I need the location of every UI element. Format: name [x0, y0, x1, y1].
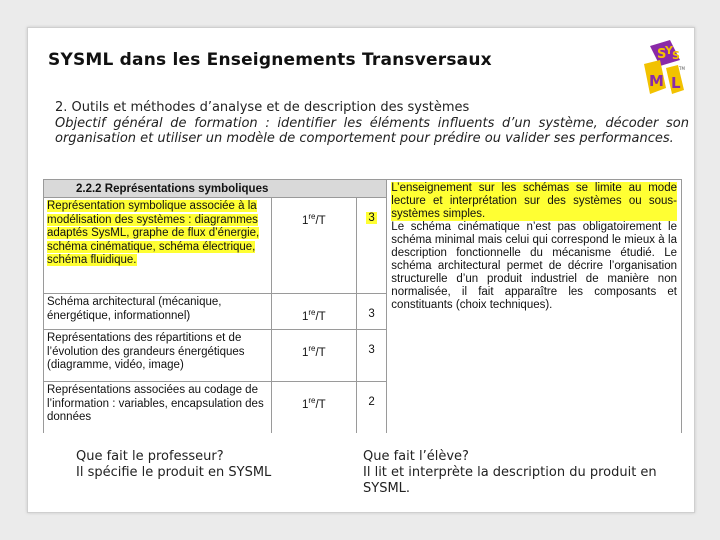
logo-letter-m: M	[649, 72, 664, 90]
level-superscript: re	[308, 396, 316, 405]
row-level: 1re/T	[271, 382, 356, 434]
row-level: 1re/T	[271, 330, 356, 382]
objective-text: Objectif général de formation : identifier les éléments influents d’un système, décoder son organisation et utiliser un modèle de comportement pour prédire ou valider ses performances.	[55, 115, 689, 146]
program-table	[43, 179, 682, 433]
comment-highlighted: L’enseignement sur les schémas se limite au mode lecture et interprétation sur des systèmes ou sous-systèmes simples.	[391, 182, 677, 220]
student-block	[363, 449, 683, 497]
row-score: 3	[356, 294, 386, 330]
row-label: Représentations des répartitions et de l’évolution des grandeurs énergétiques (diagramme, vidéo, image)	[44, 330, 272, 382]
intro-text	[55, 100, 689, 147]
teacher-question: Que fait le professeur?	[76, 449, 224, 464]
logo-letter-s1: S	[657, 47, 667, 62]
table-header: 2.2.2 Représentations symboliques	[44, 180, 387, 198]
level-superscript: re	[308, 344, 316, 353]
level-superscript: re	[308, 212, 316, 221]
row-score-text: 3	[368, 212, 375, 224]
student-answer: Il lit et interprète la description du produit en SYSML.	[363, 465, 657, 496]
slide	[27, 27, 695, 513]
comment-cell	[387, 180, 682, 434]
comment-text: Le schéma cinématique n’est pas obligatoirement le schéma minimal mais celui qui correspond le mieux à la description fonctionnelle du mécanisme étudié. Le schéma architectural permet de décrire l’organisation structurelle d’un produit industriel de manière non normalisée, il fait apparaître les composants et constituants (choix techniques).	[391, 221, 677, 311]
logo-letter-s2: S	[672, 49, 680, 62]
sysml-logo	[640, 38, 688, 98]
row-label: Schéma architectural (mécanique, énergétique, informationnel)	[44, 294, 272, 330]
slide-title: SYSML dans les Enseignements Transversaux	[48, 50, 492, 70]
row-label	[44, 198, 272, 294]
row-label: Représentations associées au codage de l’information : variables, encapsulation des données	[44, 382, 272, 434]
logo-letter-l: L	[671, 74, 681, 92]
row-label-text: Représentation symbolique associée à la modélisation des systèmes : diagrammes adaptés SysML, graphe de flux d’énergie, schéma cinématique, schéma électrique, schéma fluidique.	[47, 200, 260, 266]
teacher-answer: Il spécifie le produit en SYSML	[76, 465, 272, 480]
logo-tm: TM	[679, 66, 685, 71]
level-superscript: re	[308, 308, 316, 317]
row-score: 2	[356, 382, 386, 434]
section-heading: 2. Outils et méthodes d’analyse et de description des systèmes	[55, 100, 470, 115]
row-score	[356, 198, 386, 294]
logo-letter-y: Y	[665, 44, 673, 57]
row-level: 1re/T	[271, 198, 356, 294]
row-level: 1re/T	[271, 294, 356, 330]
teacher-block	[76, 449, 271, 481]
row-score: 3	[356, 330, 386, 382]
program-excerpt	[41, 175, 682, 433]
student-question: Que fait l’élève?	[363, 449, 469, 464]
